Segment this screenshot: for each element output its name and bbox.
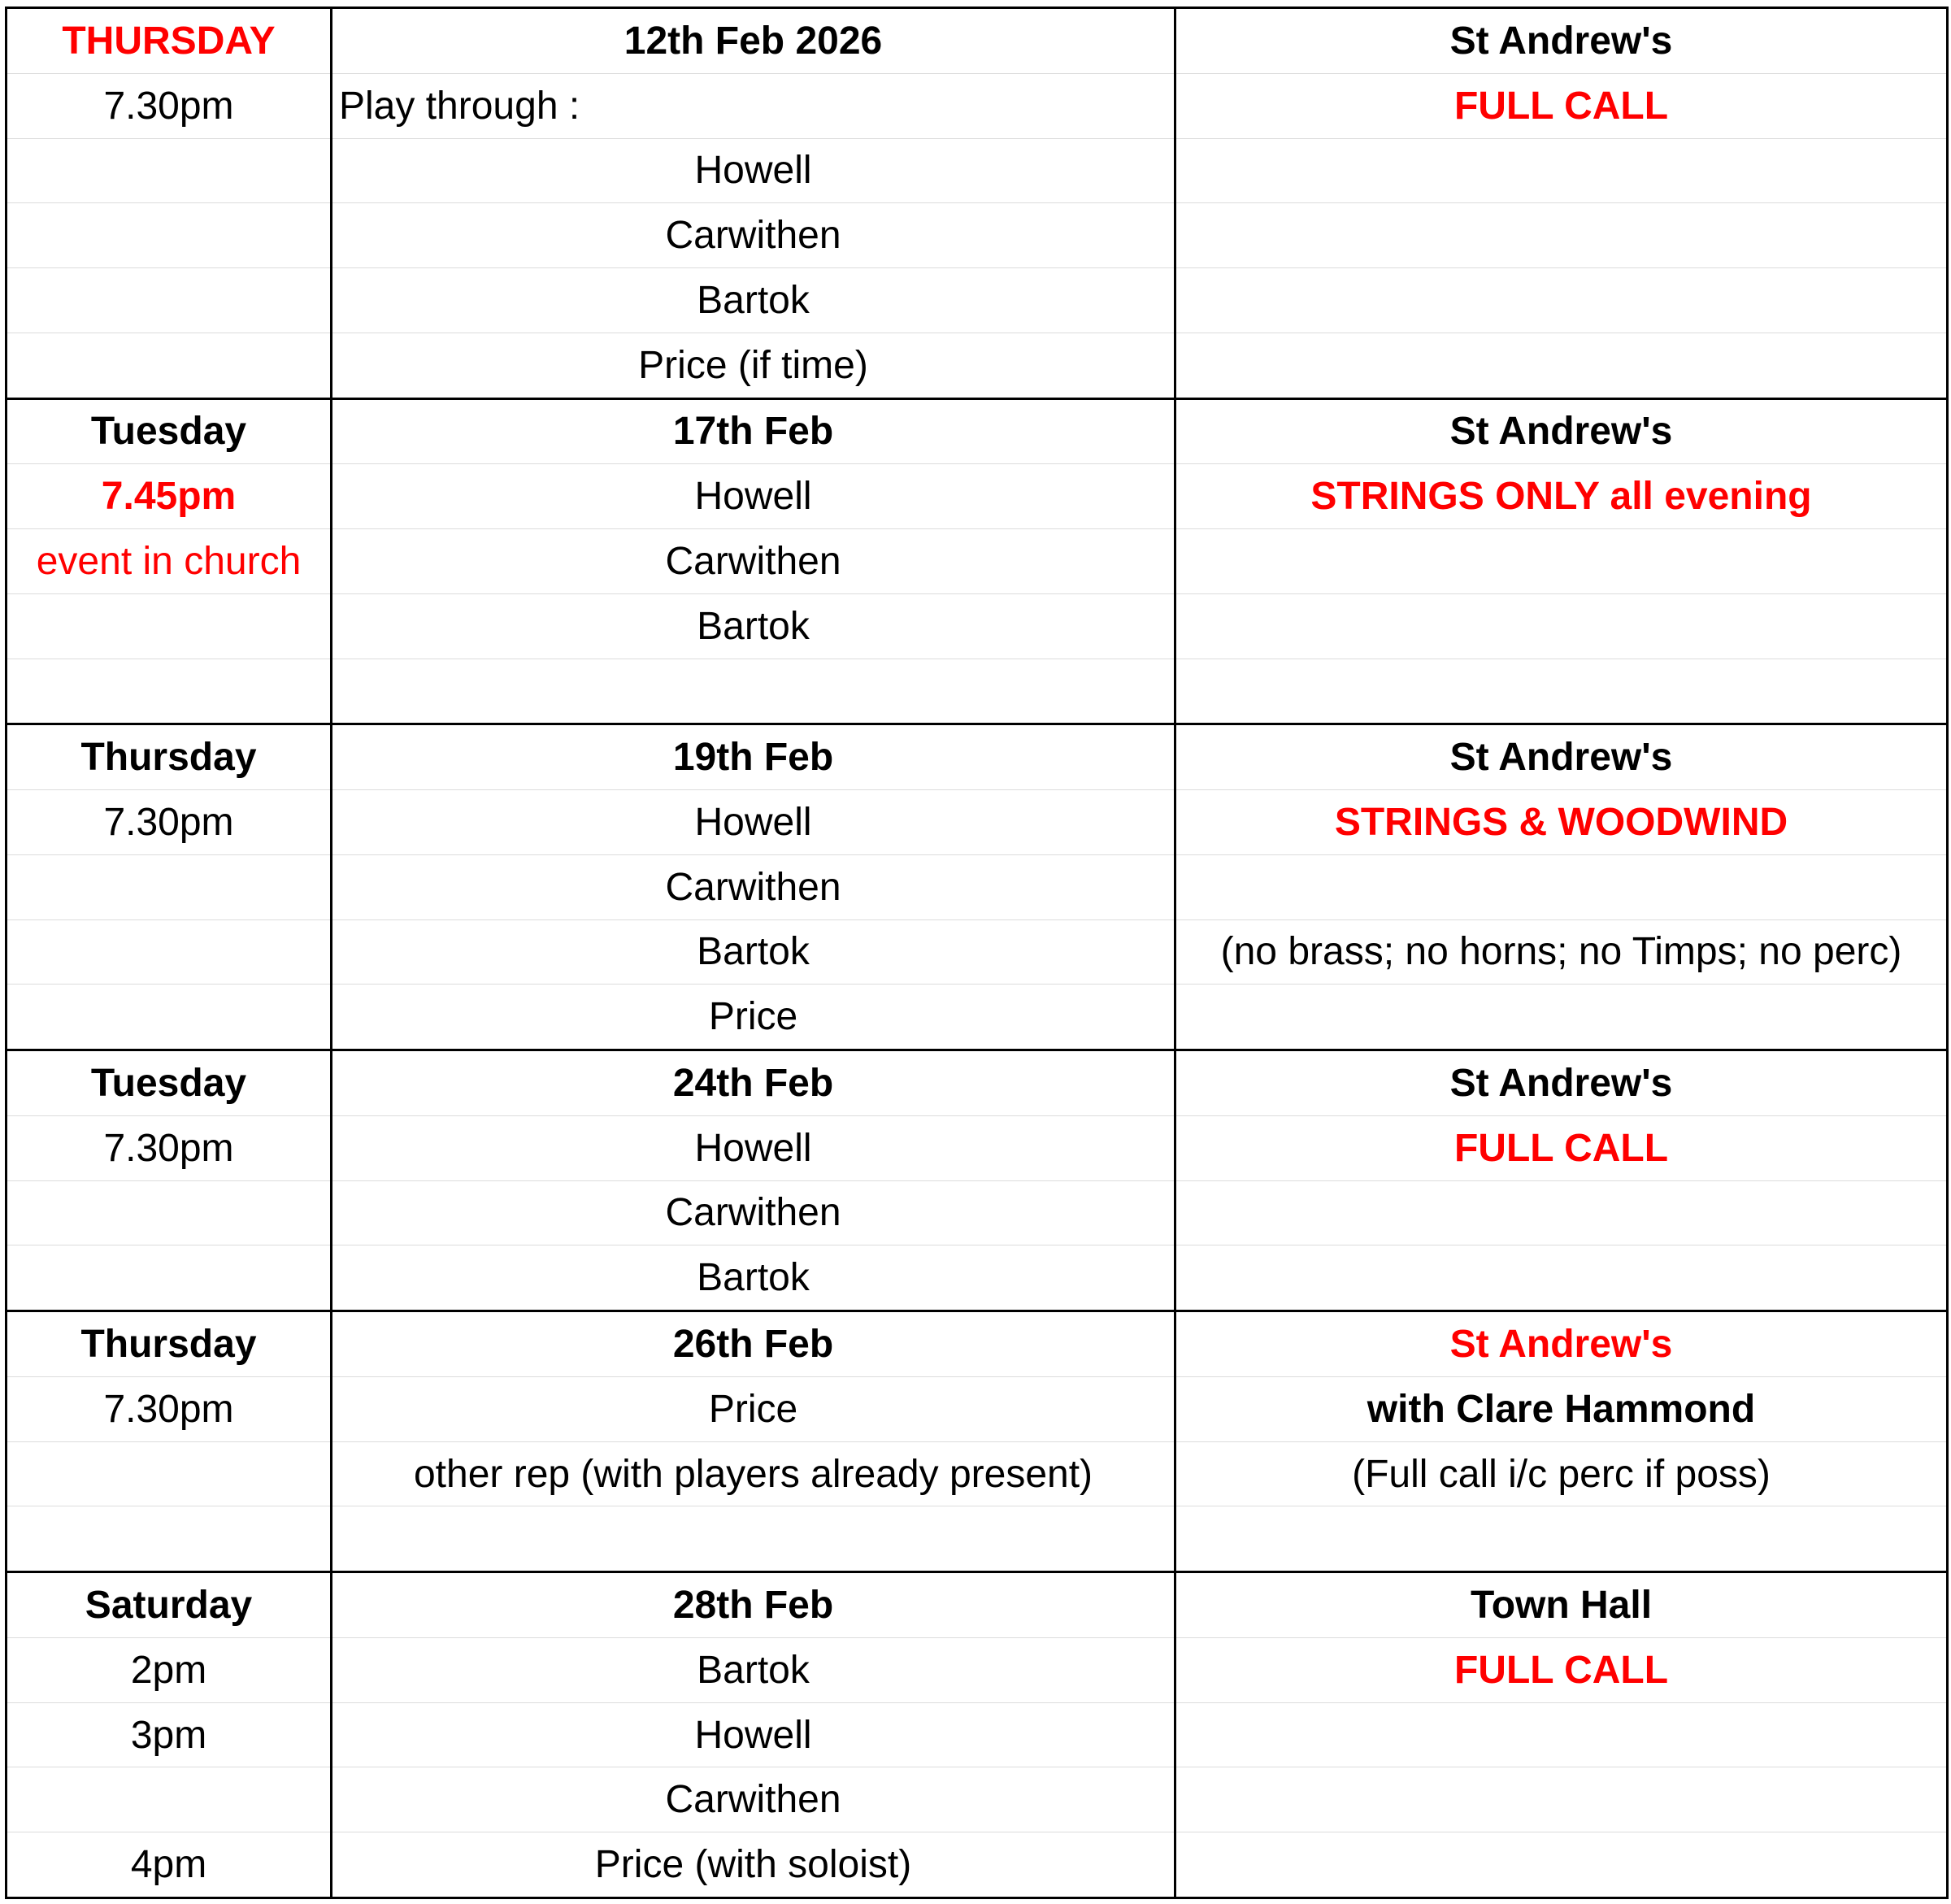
program-cell: [332, 1506, 1175, 1572]
program-cell: Price (if time): [332, 333, 1175, 398]
day-cell: 7.45pm: [7, 464, 332, 529]
venue-cell: Town Hall: [1175, 1572, 1948, 1638]
day-cell: 7.30pm: [7, 73, 332, 138]
schedule-body: [7, 8, 1948, 1898]
program-cell: Price: [332, 985, 1175, 1050]
schedule-row: [7, 724, 1948, 790]
venue-cell: (Full call i/c perc if poss): [1175, 1441, 1948, 1506]
venue-cell: FULL CALL: [1175, 1115, 1948, 1180]
venue-cell: [1175, 1832, 1948, 1898]
program-cell: Bartok: [332, 1637, 1175, 1702]
venue-cell: STRINGS & WOODWIND: [1175, 790, 1948, 855]
program-cell: Howell: [332, 1115, 1175, 1180]
venue-cell: St Andrew's: [1175, 1050, 1948, 1116]
day-cell: 7.30pm: [7, 1376, 332, 1441]
day-cell: [7, 854, 332, 919]
schedule-row: [7, 919, 1948, 985]
schedule-row: [7, 1832, 1948, 1898]
day-cell: [7, 1441, 332, 1506]
venue-cell: [1175, 1245, 1948, 1311]
schedule-row: [7, 398, 1948, 464]
program-cell: Howell: [332, 790, 1175, 855]
schedule-row: [7, 1115, 1948, 1180]
day-cell: [7, 919, 332, 985]
program-cell: other rep (with players already present): [332, 1441, 1175, 1506]
schedule-row: [7, 464, 1948, 529]
program-cell: Play through :: [332, 73, 1175, 138]
program-cell: Howell: [332, 138, 1175, 203]
schedule-row: [7, 1572, 1948, 1638]
program-cell: Bartok: [332, 268, 1175, 333]
day-cell: Tuesday: [7, 1050, 332, 1116]
program-cell: 19th Feb: [332, 724, 1175, 790]
day-cell: THURSDAY: [7, 8, 332, 74]
venue-cell: [1175, 203, 1948, 268]
venue-cell: [1175, 1506, 1948, 1572]
program-cell: Bartok: [332, 1245, 1175, 1311]
venue-cell: [1175, 138, 1948, 203]
day-cell: Thursday: [7, 724, 332, 790]
schedule-row: [7, 1506, 1948, 1572]
program-cell: 28th Feb: [332, 1572, 1175, 1638]
schedule-row: [7, 203, 1948, 268]
schedule-row: [7, 985, 1948, 1050]
venue-cell: [1175, 1702, 1948, 1767]
schedule-row: [7, 529, 1948, 594]
program-cell: Howell: [332, 464, 1175, 529]
venue-cell: STRINGS ONLY all evening: [1175, 464, 1948, 529]
program-cell: Carwithen: [332, 1180, 1175, 1245]
venue-cell: St Andrew's: [1175, 724, 1948, 790]
schedule-row: [7, 1702, 1948, 1767]
schedule-row: [7, 1441, 1948, 1506]
venue-cell: [1175, 529, 1948, 594]
venue-cell: FULL CALL: [1175, 73, 1948, 138]
venue-cell: with Clare Hammond: [1175, 1376, 1948, 1441]
day-cell: 4pm: [7, 1832, 332, 1898]
venue-cell: FULL CALL: [1175, 1637, 1948, 1702]
day-cell: event in church: [7, 529, 332, 594]
schedule-row: [7, 1767, 1948, 1832]
day-cell: 7.30pm: [7, 790, 332, 855]
day-cell: 3pm: [7, 1702, 332, 1767]
schedule-row: [7, 1376, 1948, 1441]
schedule-row: [7, 268, 1948, 333]
program-cell: 12th Feb 2026: [332, 8, 1175, 74]
day-cell: [7, 138, 332, 203]
schedule-row: [7, 73, 1948, 138]
day-cell: [7, 203, 332, 268]
program-cell: 26th Feb: [332, 1311, 1175, 1377]
schedule-row: [7, 333, 1948, 398]
venue-cell: [1175, 985, 1948, 1050]
program-cell: Bartok: [332, 919, 1175, 985]
schedule-row: [7, 138, 1948, 203]
day-cell: [7, 985, 332, 1050]
venue-cell: [1175, 1767, 1948, 1832]
day-cell: [7, 1767, 332, 1832]
schedule-row: [7, 1050, 1948, 1116]
day-cell: 7.30pm: [7, 1115, 332, 1180]
day-cell: 2pm: [7, 1637, 332, 1702]
venue-cell: (no brass; no horns; no Timps; no perc): [1175, 919, 1948, 985]
schedule-row: [7, 790, 1948, 855]
venue-cell: [1175, 593, 1948, 659]
day-cell: [7, 593, 332, 659]
day-cell: [7, 1245, 332, 1311]
venue-cell: St Andrew's: [1175, 1311, 1948, 1377]
venue-cell: [1175, 854, 1948, 919]
program-cell: 24th Feb: [332, 1050, 1175, 1116]
program-cell: Carwithen: [332, 1767, 1175, 1832]
day-cell: Thursday: [7, 1311, 332, 1377]
venue-cell: [1175, 268, 1948, 333]
venue-cell: [1175, 659, 1948, 724]
schedule-row: [7, 1311, 1948, 1377]
schedule-row: [7, 593, 1948, 659]
program-cell: Price (with soloist): [332, 1832, 1175, 1898]
venue-cell: St Andrew's: [1175, 8, 1948, 74]
program-cell: Carwithen: [332, 529, 1175, 594]
program-cell: Bartok: [332, 593, 1175, 659]
schedule-row: [7, 854, 1948, 919]
program-cell: Carwithen: [332, 203, 1175, 268]
venue-cell: [1175, 333, 1948, 398]
day-cell: [7, 333, 332, 398]
rehearsal-schedule-table: [5, 7, 1949, 1899]
venue-cell: [1175, 1180, 1948, 1245]
program-cell: Carwithen: [332, 854, 1175, 919]
schedule-row: [7, 659, 1948, 724]
day-cell: [7, 1180, 332, 1245]
day-cell: [7, 1506, 332, 1572]
day-cell: [7, 659, 332, 724]
venue-cell: St Andrew's: [1175, 398, 1948, 464]
schedule-row: [7, 1245, 1948, 1311]
program-cell: Howell: [332, 1702, 1175, 1767]
day-cell: Saturday: [7, 1572, 332, 1638]
program-cell: Price: [332, 1376, 1175, 1441]
program-cell: 17th Feb: [332, 398, 1175, 464]
program-cell: [332, 659, 1175, 724]
schedule-row: [7, 1180, 1948, 1245]
schedule-row: [7, 1637, 1948, 1702]
day-cell: [7, 268, 332, 333]
schedule-row: [7, 8, 1948, 74]
day-cell: Tuesday: [7, 398, 332, 464]
